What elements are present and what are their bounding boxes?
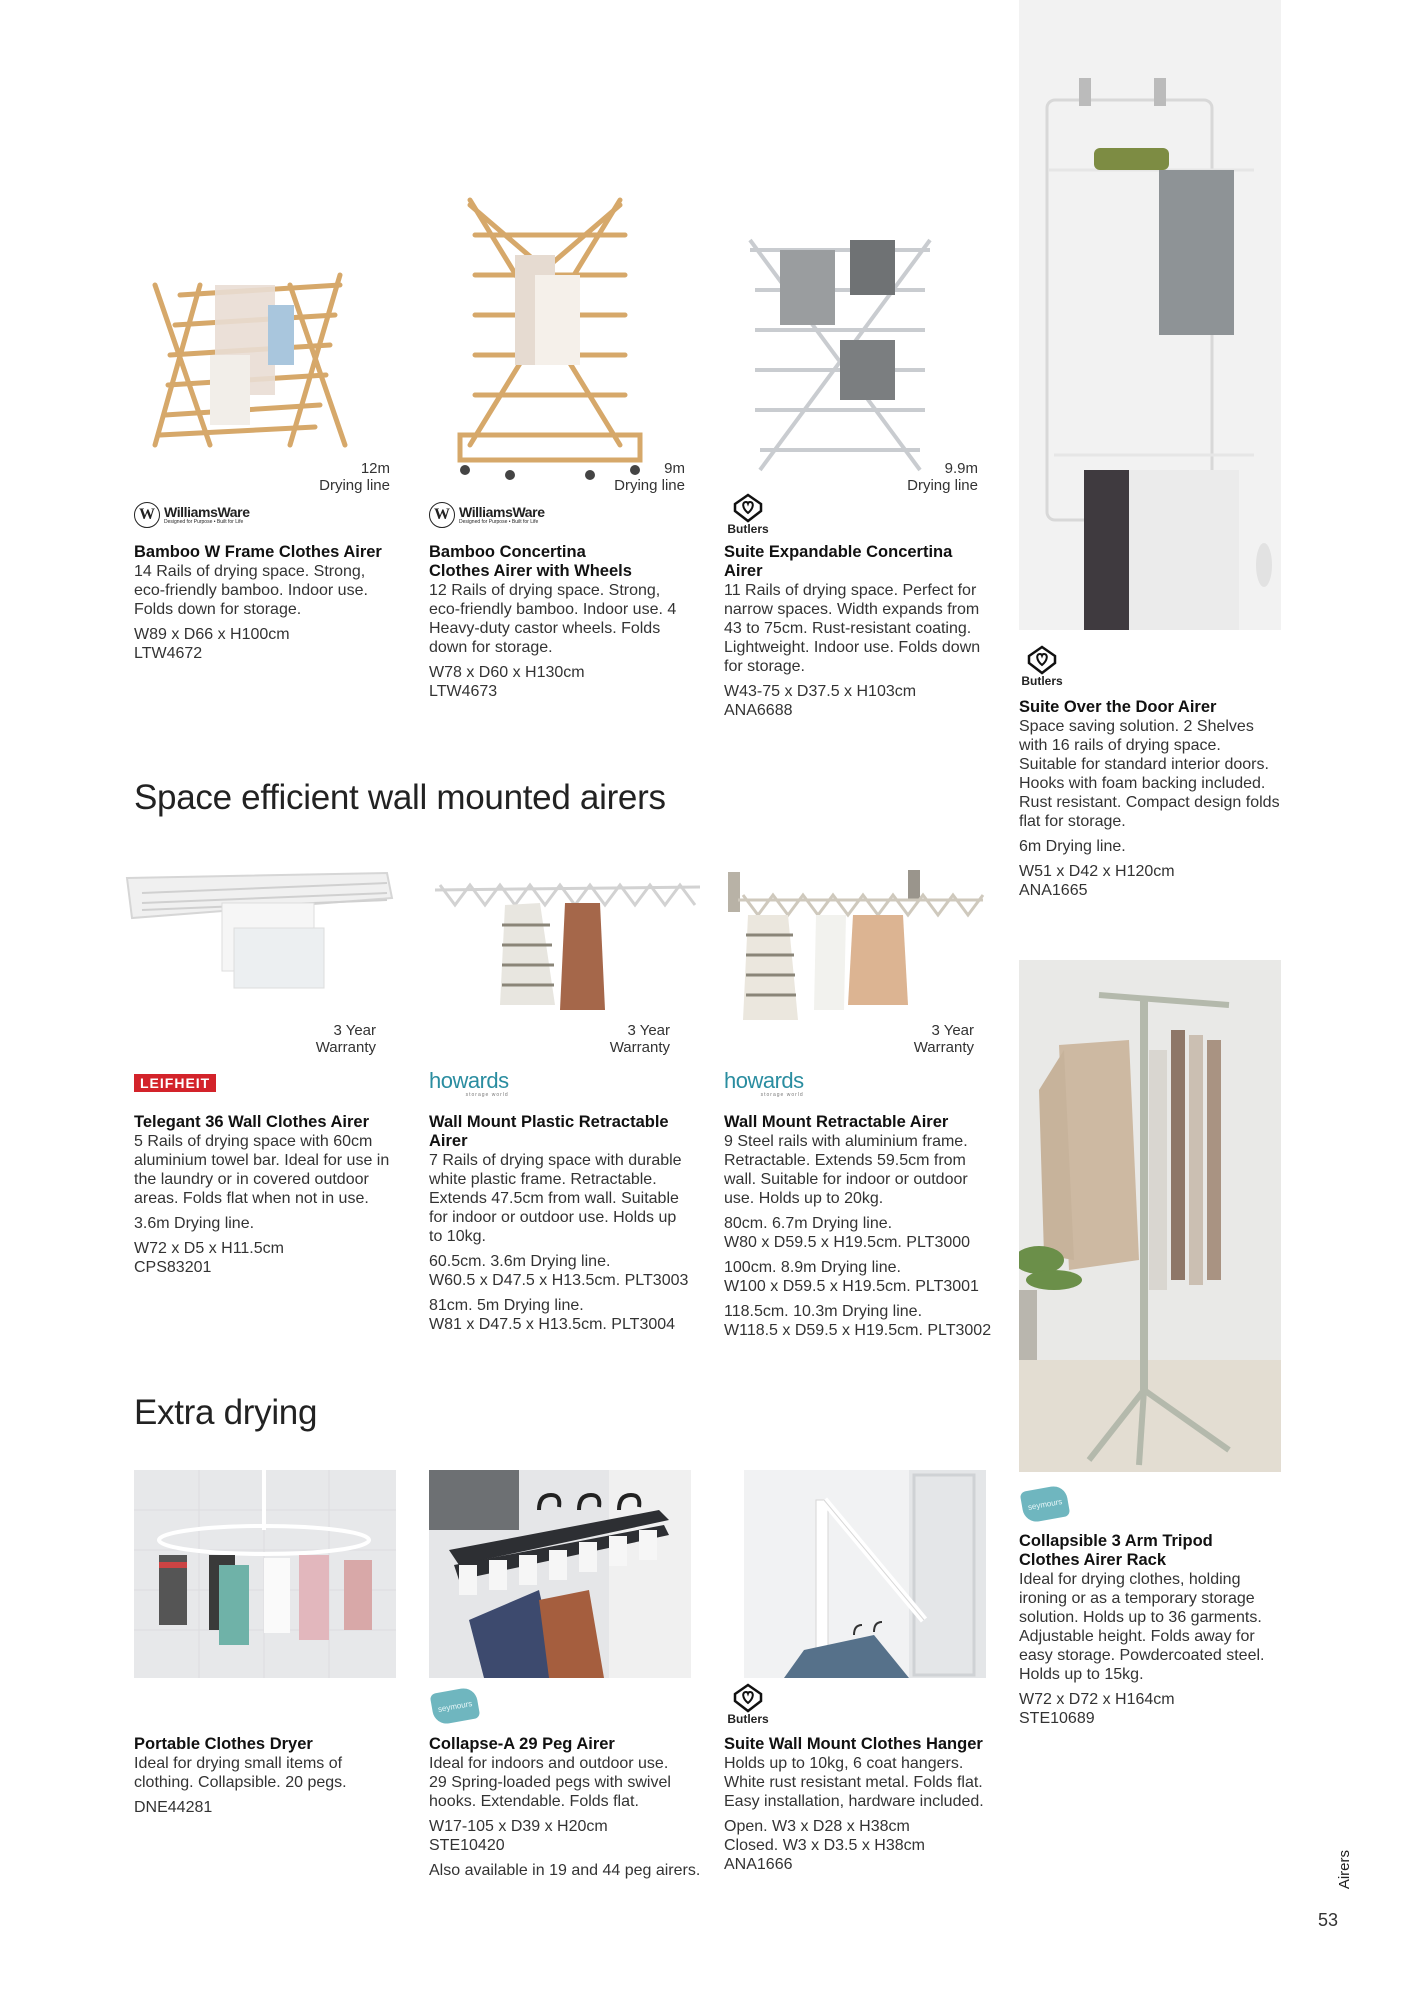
- product-title: Telegant 36 Wall Clothes Airer: [134, 1113, 370, 1131]
- product-specs: W17-105 x D39 x H20cm STE10420: [429, 1818, 608, 1854]
- suite-expandable-airer-image: [740, 230, 940, 480]
- product-retractable: [724, 1113, 994, 1340]
- product-over-door: [1019, 698, 1289, 900]
- butlers-heart-icon: [733, 493, 763, 523]
- product-suite-expandable: [724, 543, 994, 720]
- product-specs: 60.5cm. 3.6m Drying line. W60.5 x D47.5 x H13.5cm. PLT3003: [429, 1253, 689, 1289]
- product-description: 7 Rails of drying space with durable white plastic frame. Retractable. Extends 47.5cm from wall. Suitable for indoor or outdoor use. Holds up to 10kg.: [429, 1152, 682, 1245]
- butlers-logo: Butlers: [730, 1683, 766, 1726]
- leifheit-logo: LEIFHEIT: [134, 1075, 216, 1093]
- seymours-logo: seymours: [1022, 1488, 1068, 1520]
- product-description: Ideal for drying clothes, holding ironing or as a temporary storage solution. Holds up to 36 garments. Adjustable height. Folds away for easy storage. Powdercoated steel. Holds up to 15kg.: [1019, 1571, 1265, 1683]
- williams-ware-logo: W WilliamsWare Designed for Purpose • Built for Life: [429, 502, 545, 528]
- product-extra: 3.6m Drying line.: [134, 1215, 255, 1232]
- product-telegant: [134, 1113, 404, 1277]
- product-title: Suite Wall Mount Clothes Hanger: [724, 1735, 983, 1753]
- product-specs: Open. W3 x D28 x H38cm Closed. W3 x D3.5 x H38cm ANA1666: [724, 1818, 925, 1873]
- howards-logo: howards storage world: [429, 1068, 509, 1098]
- plastic-retractable-airer-image: [430, 875, 705, 1025]
- product-extra: 6m Drying line.: [1019, 838, 1126, 855]
- product-specs: 100cm. 8.9m Drying line. W100 x D59.5 x H19.5cm. PLT3001: [724, 1259, 979, 1295]
- product-extra: Also available in 19 and 44 peg airers.: [429, 1862, 701, 1879]
- product-specs: 118.5cm. 10.3m Drying line. W118.5 x D59.5 x H19.5cm. PLT3002: [724, 1303, 992, 1339]
- product-specs: W51 x D42 x H120cm ANA1665: [1019, 863, 1175, 899]
- product-bamboo-w-frame: [134, 543, 404, 663]
- product-specs: 81cm. 5m Drying line. W81 x D47.5 x H13.5cm. PLT3004: [429, 1297, 676, 1333]
- product-title: Wall Mount Plastic Retractable Airer: [429, 1113, 669, 1150]
- over-door-airer-image: [1019, 0, 1281, 630]
- product-specs: W89 x D66 x H100cm LTW4672: [134, 626, 290, 662]
- bamboo-w-frame-airer-image: [140, 255, 355, 450]
- product-title: Collapsible 3 Arm Tripod Clothes Airer Rack: [1019, 1532, 1213, 1569]
- butlers-logo: Butlers: [730, 493, 766, 536]
- product-description: Holds up to 10kg, 6 coat hangers. White rust resistant metal. Folds flat. Easy installation, hardware included.: [724, 1755, 984, 1810]
- product-description: 14 Rails of drying space. Strong, eco-friendly bamboo. Indoor use. Folds down for storage.: [134, 563, 368, 618]
- product-specs: 80cm. 6.7m Drying line. W80 x D59.5 x H19.5cm. PLT3000: [724, 1215, 971, 1251]
- category-side-label: Airers: [1336, 1850, 1353, 1890]
- collapse-peg-airer-image: [429, 1470, 691, 1678]
- warranty-caption: 3 Year Warranty: [315, 1022, 376, 1056]
- product-title: Bamboo W Frame Clothes Airer: [134, 543, 382, 561]
- product-title: Wall Mount Retractable Airer: [724, 1113, 949, 1131]
- product-portable-dryer: [134, 1735, 404, 1817]
- section-heading-extra-drying: Extra drying: [134, 1393, 318, 1432]
- product-title: Suite Over the Door Airer: [1019, 698, 1217, 716]
- bamboo-concertina-airer-image: [450, 195, 650, 480]
- product-title: Portable Clothes Dryer: [134, 1735, 313, 1753]
- product-specs: W78 x D60 x H130cm LTW4673: [429, 664, 585, 700]
- product-description: Space saving solution. 2 Shelves with 16 rails of drying space. Suitable for standard interior doors. Hooks with foam backing included. Rust resistant. Compact design folds flat for storage.: [1019, 718, 1280, 830]
- product-description: 5 Rails of drying space with 60cm aluminium towel bar. Ideal for use in the laundry or in covered outdoor areas. Folds flat when not in use.: [134, 1133, 390, 1207]
- butlers-heart-icon: [1027, 645, 1057, 675]
- product-plastic-retractable: [429, 1113, 699, 1334]
- telegant-airer-image: [122, 868, 397, 993]
- seymours-logo: seymours: [432, 1690, 478, 1722]
- product-collapse-peg: [429, 1735, 699, 1880]
- warranty-caption: 3 Year Warranty: [913, 1022, 974, 1056]
- product-specs: W72 x D72 x H164cm STE10689: [1019, 1691, 1175, 1727]
- product-specs: DNE44281: [134, 1799, 213, 1816]
- product-title: Suite Expandable Concertina Airer: [724, 543, 953, 580]
- product-specs: W43-75 x D37.5 x H103cm ANA6688: [724, 683, 917, 719]
- product-wall-hanger: [724, 1735, 994, 1874]
- warranty-caption: 3 Year Warranty: [609, 1022, 670, 1056]
- product-specs: W72 x D5 x H11.5cm CPS83201: [134, 1240, 284, 1276]
- butlers-heart-icon: [733, 1683, 763, 1713]
- portable-dryer-image: [134, 1470, 396, 1678]
- product-tripod: [1019, 1532, 1289, 1728]
- howards-logo: howards storage world: [724, 1068, 804, 1098]
- product-title: Collapse-A 29 Peg Airer: [429, 1735, 615, 1753]
- butlers-logo: Butlers: [1024, 645, 1060, 688]
- tripod-airer-image: [1019, 960, 1281, 1472]
- drying-line-caption: 9m Drying line: [614, 460, 685, 494]
- product-title: Bamboo Concertina Clothes Airer with Wheels: [429, 543, 632, 580]
- product-description: 12 Rails of drying space. Strong, eco-friendly bamboo. Indoor use. 4 Heavy-duty castor wheels. Folds down for storage.: [429, 582, 677, 656]
- product-description: Ideal for indoors and outdoor use. 29 Spring-loaded pegs with swivel hooks. Extendable. Folds flat.: [429, 1755, 671, 1810]
- drying-line-caption: 12m Drying line: [319, 460, 390, 494]
- retractable-airer-image: [728, 870, 988, 1025]
- section-heading-wall-mounted: Space efficient wall mounted airers: [134, 778, 666, 817]
- williams-ware-logo: W WilliamsWare Designed for Purpose • Built for Life: [134, 502, 250, 528]
- product-description: 11 Rails of drying space. Perfect for narrow spaces. Width expands from 43 to 75cm. Rust-resistant coating. Lightweight. Indoor use. Folds down for storage.: [724, 582, 981, 675]
- drying-line-caption: 9.9m Drying line: [907, 460, 978, 494]
- product-bamboo-concertina: [429, 543, 699, 701]
- product-description: Ideal for drying small items of clothing. Collapsible. 20 pegs.: [134, 1755, 347, 1791]
- page-number: 53: [1318, 1910, 1339, 1930]
- product-description: 9 Steel rails with aluminium frame. Retractable. Extends 59.5cm from wall. Suitable for indoor or outdoor use. Holds up to 20kg.: [724, 1133, 968, 1207]
- wall-mount-hanger-image: [724, 1470, 986, 1678]
